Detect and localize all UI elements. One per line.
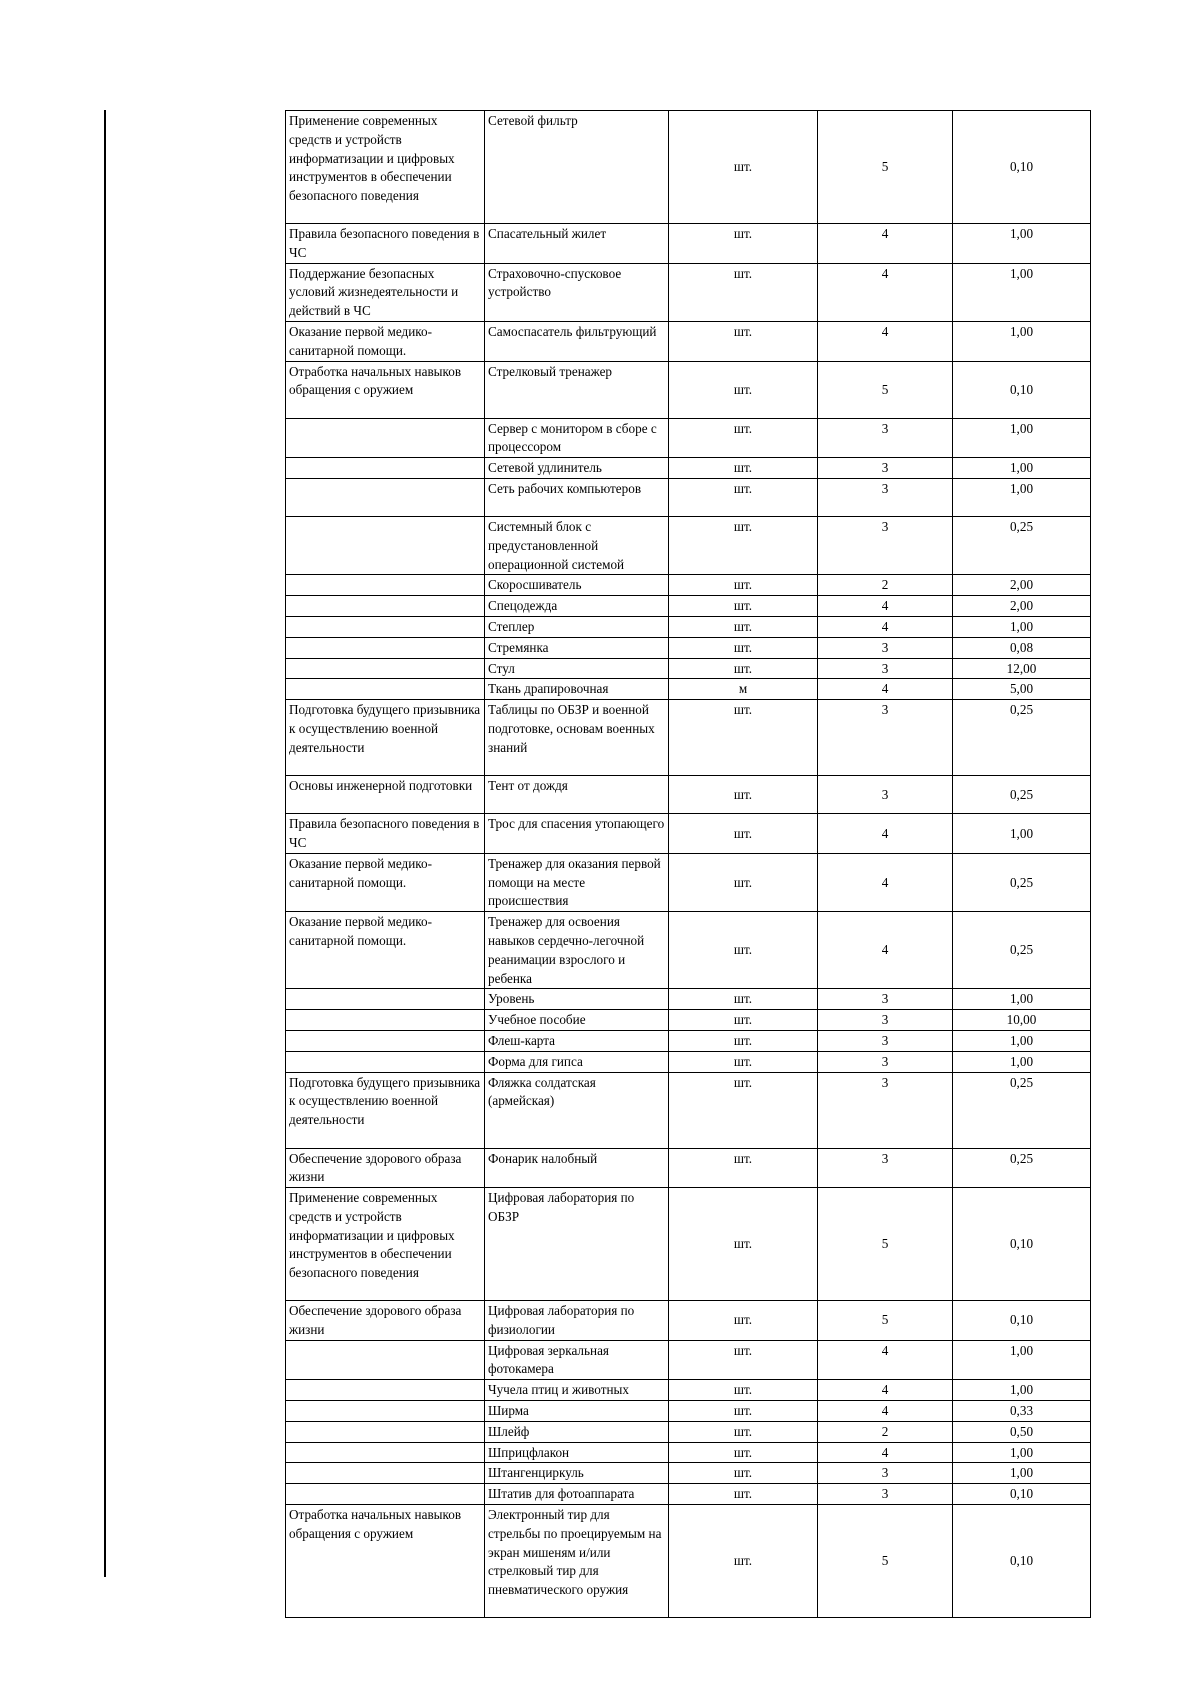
unit-cell: шт. — [669, 1010, 818, 1031]
quantity-cell: 2 — [818, 1421, 953, 1442]
quantity-cell: 3 — [818, 989, 953, 1010]
table-row — [286, 361, 1091, 418]
table-row — [286, 1051, 1091, 1072]
coefficient-cell: 2,00 — [953, 596, 1091, 617]
unit-cell: шт. — [669, 1030, 818, 1051]
coefficient-cell: 0,10 — [953, 1484, 1091, 1505]
topic-cell: Оказание первой медико-санитарной помощи. — [286, 321, 485, 361]
quantity-cell: 4 — [818, 263, 953, 321]
table-row — [286, 1484, 1091, 1505]
unit-cell: шт. — [669, 263, 818, 321]
table-row — [286, 1421, 1091, 1442]
table-row — [286, 1340, 1091, 1380]
coefficient-cell: 0,25 — [953, 700, 1091, 776]
unit-cell: шт. — [669, 1380, 818, 1401]
quantity-cell: 5 — [818, 361, 953, 418]
coefficient-cell: 1,00 — [953, 458, 1091, 479]
item-cell: Фляжка солдатская (армейская) — [485, 1072, 669, 1148]
item-cell: Стремянка — [485, 637, 669, 658]
item-cell: Сетевой фильтр — [485, 111, 669, 224]
item-cell: Электронный тир для стрельбы по проецируемым на экран мишеням и/или стрелковый тир для пневматического оружия — [485, 1505, 669, 1618]
unit-cell: шт. — [669, 1463, 818, 1484]
item-cell: Фонарик налобный — [485, 1148, 669, 1188]
coefficient-cell: 1,00 — [953, 263, 1091, 321]
item-cell: Сервер с монитором в сборе с процессором — [485, 418, 669, 458]
unit-cell: шт. — [669, 1188, 818, 1301]
quantity-cell: 5 — [818, 1505, 953, 1618]
table-row — [286, 321, 1091, 361]
quantity-cell: 3 — [818, 516, 953, 574]
unit-cell: шт. — [669, 989, 818, 1010]
topic-cell — [286, 1030, 485, 1051]
coefficient-cell: 1,00 — [953, 1442, 1091, 1463]
item-cell: Шприцфлакон — [485, 1442, 669, 1463]
table-row — [286, 1380, 1091, 1401]
quantity-cell: 5 — [818, 111, 953, 224]
item-cell: Таблицы по ОБЗР и военной подготовке, основам военных знаний — [485, 700, 669, 776]
item-cell: Ткань драпировочная — [485, 679, 669, 700]
coefficient-cell: 1,00 — [953, 1340, 1091, 1380]
coefficient-cell: 12,00 — [953, 658, 1091, 679]
topic-cell: Поддержание безопасных условий жизнедеятельности и действий в ЧС — [286, 263, 485, 321]
table-row — [286, 111, 1091, 224]
quantity-cell: 4 — [818, 912, 953, 989]
topic-cell — [286, 418, 485, 458]
coefficient-cell: 5,00 — [953, 679, 1091, 700]
coefficient-cell: 0,10 — [953, 1505, 1091, 1618]
table-row — [286, 1030, 1091, 1051]
item-cell: Форма для гипса — [485, 1051, 669, 1072]
unit-cell: шт. — [669, 1401, 818, 1422]
unit-cell: шт. — [669, 912, 818, 989]
coefficient-cell: 1,00 — [953, 616, 1091, 637]
item-cell: Страховочно-спусковое устройство — [485, 263, 669, 321]
coefficient-cell: 1,00 — [953, 1380, 1091, 1401]
item-cell: Цифровая лаборатория по ОБЗР — [485, 1188, 669, 1301]
table-row — [286, 814, 1091, 854]
table-row — [286, 478, 1091, 516]
unit-cell: шт. — [669, 1148, 818, 1188]
item-cell: Шлейф — [485, 1421, 669, 1442]
coefficient-cell: 1,00 — [953, 1051, 1091, 1072]
topic-cell — [286, 516, 485, 574]
topic-cell: Подготовка будущего призывника к осуществлению военной деятельности — [286, 1072, 485, 1148]
unit-cell: шт. — [669, 516, 818, 574]
unit-cell: шт. — [669, 853, 818, 911]
unit-cell: шт. — [669, 616, 818, 637]
unit-cell: шт. — [669, 1051, 818, 1072]
coefficient-cell: 0,10 — [953, 1188, 1091, 1301]
coefficient-cell: 1,00 — [953, 1030, 1091, 1051]
table-row — [286, 679, 1091, 700]
quantity-cell: 3 — [818, 700, 953, 776]
unit-cell: шт. — [669, 478, 818, 516]
item-cell: Тренажер для оказания первой помощи на месте происшествия — [485, 853, 669, 911]
topic-cell — [286, 1340, 485, 1380]
quantity-cell: 3 — [818, 1010, 953, 1031]
quantity-cell: 4 — [818, 853, 953, 911]
coefficient-cell: 0,25 — [953, 912, 1091, 989]
unit-cell: шт. — [669, 361, 818, 418]
item-cell: Стул — [485, 658, 669, 679]
coefficient-cell: 0,33 — [953, 1401, 1091, 1422]
quantity-cell: 3 — [818, 1030, 953, 1051]
unit-cell: шт. — [669, 418, 818, 458]
quantity-cell: 2 — [818, 575, 953, 596]
coefficient-cell: 0,10 — [953, 361, 1091, 418]
unit-cell: шт. — [669, 224, 818, 264]
quantity-cell: 3 — [818, 1148, 953, 1188]
quantity-cell: 4 — [818, 1401, 953, 1422]
quantity-cell: 4 — [818, 321, 953, 361]
topic-cell — [286, 658, 485, 679]
topic-cell: Отработка начальных навыков обращения с оружием — [286, 1505, 485, 1618]
coefficient-cell: 1,00 — [953, 418, 1091, 458]
topic-cell: Оказание первой медико-санитарной помощи. — [286, 853, 485, 911]
item-cell: Самоспасатель фильтрующий — [485, 321, 669, 361]
quantity-cell: 4 — [818, 224, 953, 264]
quantity-cell: 3 — [818, 637, 953, 658]
quantity-cell: 5 — [818, 1188, 953, 1301]
unit-cell: шт. — [669, 814, 818, 854]
coefficient-cell: 1,00 — [953, 989, 1091, 1010]
coefficient-cell: 0,10 — [953, 1301, 1091, 1341]
coefficient-cell: 1,00 — [953, 224, 1091, 264]
table-row — [286, 263, 1091, 321]
unit-cell: шт. — [669, 1340, 818, 1380]
quantity-cell: 4 — [818, 814, 953, 854]
unit-cell: шт. — [669, 1301, 818, 1341]
table-row — [286, 912, 1091, 989]
topic-cell: Подготовка будущего призывника к осуществлению военной деятельности — [286, 700, 485, 776]
quantity-cell: 3 — [818, 1072, 953, 1148]
unit-cell: шт. — [669, 1484, 818, 1505]
item-cell: Учебное пособие — [485, 1010, 669, 1031]
coefficient-cell: 0,25 — [953, 516, 1091, 574]
coefficient-cell: 0,25 — [953, 1072, 1091, 1148]
topic-cell: Применение современных средств и устройств информатизации и цифровых инструментов в обеспечении безопасного поведения — [286, 1188, 485, 1301]
item-cell: Тент от дождя — [485, 776, 669, 814]
coefficient-cell: 0,25 — [953, 776, 1091, 814]
table-row — [286, 776, 1091, 814]
topic-cell — [286, 596, 485, 617]
item-cell: Сеть рабочих компьютеров — [485, 478, 669, 516]
coefficient-cell: 1,00 — [953, 814, 1091, 854]
unit-cell: шт. — [669, 700, 818, 776]
quantity-cell: 4 — [818, 679, 953, 700]
unit-cell: шт. — [669, 1442, 818, 1463]
item-cell: Цифровая зеркальная фотокамера — [485, 1340, 669, 1380]
topic-cell — [286, 679, 485, 700]
table-row — [286, 1148, 1091, 1188]
table-row — [286, 1072, 1091, 1148]
table-row — [286, 989, 1091, 1010]
topic-cell: Отработка начальных навыков обращения с оружием — [286, 361, 485, 418]
coefficient-cell: 0,10 — [953, 111, 1091, 224]
quantity-cell: 4 — [818, 1380, 953, 1401]
item-cell: Штангенциркуль — [485, 1463, 669, 1484]
unit-cell: шт. — [669, 776, 818, 814]
coefficient-cell: 1,00 — [953, 321, 1091, 361]
unit-cell: м — [669, 679, 818, 700]
item-cell: Штатив для фотоаппарата — [485, 1484, 669, 1505]
table-row — [286, 1401, 1091, 1422]
topic-cell — [286, 575, 485, 596]
quantity-cell: 3 — [818, 1484, 953, 1505]
item-cell: Системный блок с предустановленной операционной системой — [485, 516, 669, 574]
quantity-cell: 3 — [818, 478, 953, 516]
quantity-cell: 5 — [818, 1301, 953, 1341]
coefficient-cell: 0,25 — [953, 1148, 1091, 1188]
item-cell: Флеш-карта — [485, 1030, 669, 1051]
item-cell: Скоросшиватель — [485, 575, 669, 596]
unit-cell: шт. — [669, 1505, 818, 1618]
topic-cell — [286, 989, 485, 1010]
table-row — [286, 1301, 1091, 1341]
equipment-table — [285, 110, 1091, 1618]
item-cell: Трос для спасения утопающего — [485, 814, 669, 854]
item-cell: Спецодежда — [485, 596, 669, 617]
table-row — [286, 458, 1091, 479]
unit-cell: шт. — [669, 575, 818, 596]
topic-cell: Применение современных средств и устройств информатизации и цифровых инструментов в обеспечении безопасного поведения — [286, 111, 485, 224]
table-row — [286, 418, 1091, 458]
unit-cell: шт. — [669, 1421, 818, 1442]
quantity-cell: 4 — [818, 1442, 953, 1463]
item-cell: Стрелковый тренажер — [485, 361, 669, 418]
unit-cell: шт. — [669, 596, 818, 617]
item-cell: Ширма — [485, 1401, 669, 1422]
table-row — [286, 1442, 1091, 1463]
unit-cell: шт. — [669, 321, 818, 361]
unit-cell: шт. — [669, 637, 818, 658]
quantity-cell: 4 — [818, 616, 953, 637]
item-cell: Спасательный жилет — [485, 224, 669, 264]
unit-cell: шт. — [669, 458, 818, 479]
topic-cell: Правила безопасного поведения в ЧС — [286, 814, 485, 854]
topic-cell: Обеспечение здорового образа жизни — [286, 1148, 485, 1188]
table-row — [286, 224, 1091, 264]
table-row — [286, 1188, 1091, 1301]
quantity-cell: 3 — [818, 1463, 953, 1484]
quantity-cell: 4 — [818, 596, 953, 617]
coefficient-cell: 1,00 — [953, 478, 1091, 516]
quantity-cell: 3 — [818, 1051, 953, 1072]
topic-cell: Правила безопасного поведения в ЧС — [286, 224, 485, 264]
quantity-cell: 3 — [818, 658, 953, 679]
unit-cell: шт. — [669, 111, 818, 224]
topic-cell — [286, 478, 485, 516]
topic-cell — [286, 1401, 485, 1422]
table-row — [286, 596, 1091, 617]
topic-cell: Обеспечение здорового образа жизни — [286, 1301, 485, 1341]
table-row — [286, 853, 1091, 911]
topic-cell — [286, 1010, 485, 1031]
item-cell: Сетевой удлинитель — [485, 458, 669, 479]
topic-cell — [286, 458, 485, 479]
quantity-cell: 4 — [818, 1340, 953, 1380]
quantity-cell: 3 — [818, 776, 953, 814]
table-row — [286, 575, 1091, 596]
coefficient-cell: 0,08 — [953, 637, 1091, 658]
item-cell: Чучела птиц и животных — [485, 1380, 669, 1401]
table-row — [286, 1505, 1091, 1618]
topic-cell — [286, 1380, 485, 1401]
topic-cell — [286, 1421, 485, 1442]
coefficient-cell: 10,00 — [953, 1010, 1091, 1031]
topic-cell — [286, 637, 485, 658]
topic-cell — [286, 1442, 485, 1463]
table-row — [286, 516, 1091, 574]
item-cell: Степлер — [485, 616, 669, 637]
table-row — [286, 1010, 1091, 1031]
table-row — [286, 700, 1091, 776]
coefficient-cell: 0,50 — [953, 1421, 1091, 1442]
quantity-cell: 3 — [818, 458, 953, 479]
topic-cell — [286, 1051, 485, 1072]
topic-cell — [286, 1463, 485, 1484]
coefficient-cell: 0,25 — [953, 853, 1091, 911]
unit-cell: шт. — [669, 1072, 818, 1148]
topic-cell — [286, 1484, 485, 1505]
item-cell: Цифровая лаборатория по физиологии — [485, 1301, 669, 1341]
table-row — [286, 637, 1091, 658]
item-cell: Тренажер для освоения навыков сердечно-легочной реанимации взрослого и ребенка — [485, 912, 669, 989]
margin-line — [104, 110, 106, 1577]
table-row — [286, 658, 1091, 679]
table-row — [286, 616, 1091, 637]
topic-cell: Оказание первой медико-санитарной помощи. — [286, 912, 485, 989]
coefficient-cell: 2,00 — [953, 575, 1091, 596]
unit-cell: шт. — [669, 658, 818, 679]
quantity-cell: 3 — [818, 418, 953, 458]
topic-cell — [286, 616, 485, 637]
item-cell: Уровень — [485, 989, 669, 1010]
table-row — [286, 1463, 1091, 1484]
coefficient-cell: 1,00 — [953, 1463, 1091, 1484]
topic-cell: Основы инженерной подготовки — [286, 776, 485, 814]
